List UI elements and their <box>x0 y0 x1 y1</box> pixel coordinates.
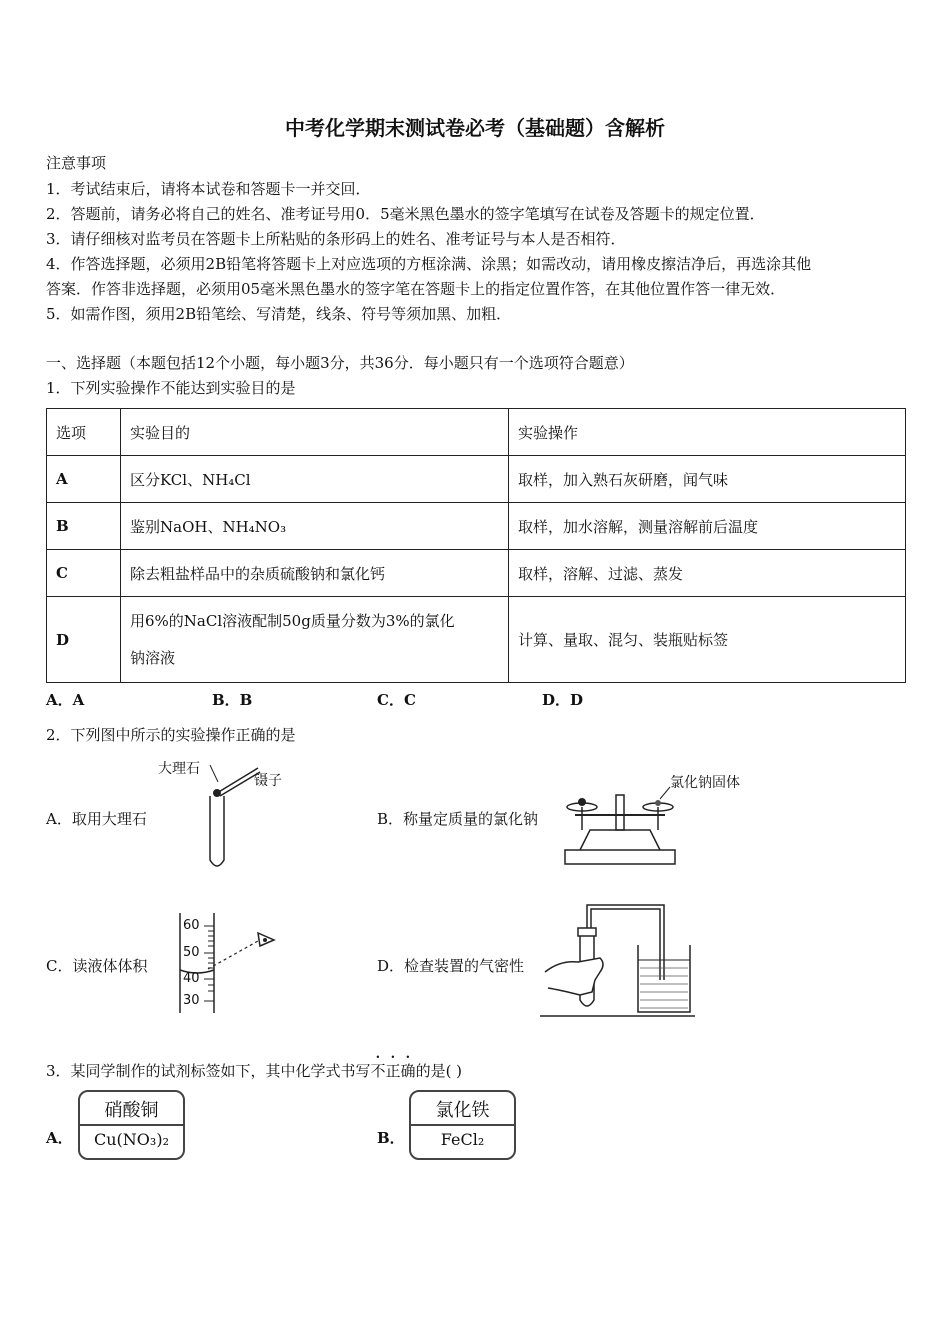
operation-cell: 计算、量取、混匀、装瓶贴标签 <box>509 597 906 683</box>
table-row <box>47 550 906 597</box>
question-1-stem: 1．下列实验操作不能达到实验目的是 <box>46 379 296 397</box>
balance-figure <box>560 785 680 870</box>
table-header: 实验操作 <box>509 409 906 456</box>
airtightness-figure <box>540 900 700 1020</box>
choice-a[interactable]: A．A <box>46 691 85 709</box>
reagent-name: 硝酸铜 <box>104 1100 159 1121</box>
choice-d[interactable]: D．D <box>542 691 584 709</box>
note-item: 3．请仔细核对监考员在答题卡上所粘贴的条形码上的姓名、准考证号与本人是否相符． <box>46 230 626 248</box>
table-header: 选项 <box>47 409 121 456</box>
reagent-formula: Cu(NO₃)₂ <box>80 1124 183 1149</box>
test-tube-tweezers-figure <box>180 760 290 872</box>
note-item: 2．答题前，请务必将自己的姓名、准考证号用0．5毫米黑色墨水的签字笔填写在试卷及答题卡的规定位置． <box>46 205 765 223</box>
goal-cell: 鉴别NaOH、NH₄NO₃ <box>121 503 509 550</box>
table-row <box>47 456 906 503</box>
tick-label: 50 <box>183 945 200 960</box>
question-1-table <box>46 408 906 683</box>
note-item: 4．作答选择题，必须用2B铅笔将答题卡上对应选项的方框涂满、涂黑；如需改动，请用橡皮擦洁净后，再选涂其他 <box>46 255 812 273</box>
stem-text: 的是( ) <box>415 1062 463 1080</box>
table-row <box>47 503 906 550</box>
goal-line: 钠溶液 <box>130 648 176 667</box>
option-b-label[interactable]: B．称量定质量的氯化钠 <box>377 810 539 828</box>
marble-label: 大理石 <box>158 761 200 777</box>
goal-cell <box>121 597 509 683</box>
note-item: 5．如需作图，须用2B铅笔绘、写清楚，线条、符号等须加黑、加粗． <box>46 305 512 323</box>
question-3-stem <box>46 1053 462 1081</box>
question-2-stem: 2．下列图中所示的实验操作正确的是 <box>46 726 296 744</box>
label-card-a[interactable] <box>78 1090 185 1160</box>
goal-line: 用6%的NaCl溶液配制50g质量分数为3%的氯化 <box>130 611 455 630</box>
notes-heading: 注意事项 <box>46 154 107 172</box>
goal-cell: 区分KCl、NH₄Cl <box>121 456 509 503</box>
section-heading: 一、选择题（本题包括12个小题，每小题3分，共36分．每小题只有一个选项符合题意） <box>46 354 634 372</box>
stem-emphasis: 不正确 <box>370 1062 416 1080</box>
option-b-label[interactable]: B． <box>377 1129 405 1147</box>
option-cell: C <box>47 550 121 597</box>
operation-cell: 取样，加水溶解，测量溶解前后温度 <box>509 503 906 550</box>
option-cell: D <box>47 597 121 683</box>
tweezers-label: 镊子 <box>254 773 282 789</box>
page-title: 中考化学期末测试卷必考（基础题）含解析 <box>285 116 665 140</box>
tick-label: 40 <box>183 971 200 986</box>
stem-text: 3．某同学制作的试剂标签如下，其中化学式书写 <box>46 1062 371 1080</box>
table-header: 实验目的 <box>121 409 509 456</box>
operation-cell: 取样，加入熟石灰研磨，闻气味 <box>509 456 906 503</box>
table-row <box>47 597 906 683</box>
option-d-label[interactable]: D．检查装置的气密性 <box>377 957 525 975</box>
reagent-name: 氯化铁 <box>435 1100 490 1121</box>
option-a-label[interactable]: A． <box>46 1129 73 1147</box>
option-cell: B <box>47 503 121 550</box>
choice-c[interactable]: C．C <box>377 691 416 709</box>
note-item: 1．考试结束后，请将本试卷和答题卡一并交回． <box>46 180 371 198</box>
note-item: 答案．作答非选择题，必须用05毫米黑色墨水的签字笔在答题卡上的指定位置作答，在其他位置作答一律无效． <box>46 280 786 298</box>
tick-label: 30 <box>183 993 200 1008</box>
operation-cell: 取样，溶解、过滤、蒸发 <box>509 550 906 597</box>
option-c-label[interactable]: C．读液体体积 <box>46 957 148 975</box>
nacl-label: 氯化钠固体 <box>670 775 740 791</box>
option-cell: A <box>47 456 121 503</box>
label-card-b[interactable] <box>409 1090 516 1160</box>
reagent-formula: FeCl₂ <box>411 1124 514 1149</box>
goal-cell: 除去粗盐样品中的杂质硫酸钠和氯化钙 <box>121 550 509 597</box>
tick-label: 60 <box>183 918 200 933</box>
option-a-label[interactable]: A．取用大理石 <box>46 810 147 828</box>
choice-b[interactable]: B．B <box>212 691 253 709</box>
table-header-row <box>47 409 906 456</box>
